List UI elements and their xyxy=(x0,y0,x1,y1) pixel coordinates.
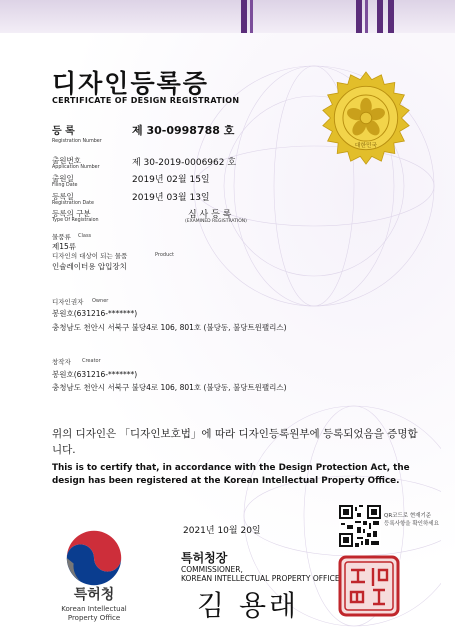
qr-code-icon[interactable] xyxy=(339,505,381,547)
issue-date: 2021년 10월 20일 xyxy=(183,526,261,536)
kipo-logo-icon xyxy=(60,524,128,592)
certification-text-en: This is to certify that, in accordance with the Design Protection Act, the design has been registered at the Korean Intellectual Property Office. xyxy=(52,463,410,486)
signatory-org: 특허청장 xyxy=(181,551,228,565)
stripe xyxy=(377,0,383,33)
class-label: 물품류 xyxy=(52,233,71,241)
decorative-top-band xyxy=(0,0,455,33)
signatory-title-line1: COMMISSIONER, xyxy=(181,565,243,574)
qr-note xyxy=(384,512,444,528)
creator-address: 충청남도 천안시 서북구 불당4로 106, 801호 (불당동, 불당트윈팰리스) xyxy=(52,383,287,392)
document-title: 디자인등록증 xyxy=(52,69,209,98)
registration-type-en: (EXAMINED REGISTRATION) xyxy=(185,219,247,224)
product-value: 인슐레이터용 압입장치 xyxy=(52,262,127,271)
class-value: 제15류 xyxy=(52,242,77,251)
filing-label: 출원일 xyxy=(52,174,74,183)
certification-text-ko: 위의 디자인은 「디자인보호법」에 따라 디자인등록원부에 등록되었음을 증명합니다. xyxy=(52,428,418,456)
product-label: 디자인의 대상이 되는 물품 xyxy=(52,252,128,260)
official-stamp-icon xyxy=(337,554,401,618)
filing-date: 2019년 02월 15일 xyxy=(132,175,210,185)
stripe xyxy=(250,0,253,33)
seal-text: 대한민국 xyxy=(354,142,378,149)
signatory-title-line2: KOREAN INTELLECTUAL PROPERTY OFFICE xyxy=(181,574,340,583)
document-subtitle: CERTIFICATE OF DESIGN REGISTRATION xyxy=(52,96,240,105)
office-name-en-line2: Property Office xyxy=(67,614,121,622)
registration-label-en: Registration Number xyxy=(52,139,102,144)
product-label-en: Product xyxy=(155,252,174,258)
signature: 김 용래 xyxy=(197,589,300,622)
filing-label-en: Filing Date xyxy=(52,183,78,188)
creator-label-en: Creator xyxy=(82,358,101,364)
application-label: 출원번호 xyxy=(52,156,81,165)
stripe xyxy=(356,0,362,33)
reg-type-label-en: Type Of Registraion xyxy=(52,218,99,223)
owner-name: 봉원호(631216-*******) xyxy=(52,309,138,318)
gold-seal-icon xyxy=(318,70,414,166)
owner-label-en: Owner xyxy=(92,298,109,304)
stripe xyxy=(241,0,247,33)
registration-date: 2019년 03월 13일 xyxy=(132,193,210,203)
owner-address: 충청남도 천안시 서북구 불당4로 106, 801호 (불당동, 불당트윈팰리스) xyxy=(52,323,287,332)
creator-label: 창작자 xyxy=(52,358,71,366)
office-name-en xyxy=(52,605,136,623)
office-name-ko: 특허청 xyxy=(73,587,115,603)
registration-type: 심 사 등 록 xyxy=(188,210,232,220)
qr-note-line2: 등록사항을 확인하세요 xyxy=(384,521,439,527)
stripe xyxy=(388,0,394,33)
registration-label: 등 록 xyxy=(52,126,75,137)
reg-date-label: 등록일 xyxy=(52,192,74,201)
registration-number: 제 30-0998788 호 xyxy=(132,124,235,137)
application-label-en: Application Number xyxy=(52,165,100,170)
creator-name: 봉원호(631216-*******) xyxy=(52,370,138,379)
application-number: 제 30-2019-0006962 호 xyxy=(132,158,237,168)
reg-type-label: 등록의 구분 xyxy=(52,209,91,218)
qr-note-line1: QR코드로 현재기준 xyxy=(384,513,432,519)
stripe xyxy=(365,0,368,33)
office-name-en-line1: Korean Intellectual xyxy=(61,605,127,613)
class-label-en: Class xyxy=(78,233,92,239)
reg-date-label-en: Registration Date xyxy=(52,201,94,206)
owner-label: 디자인권자 xyxy=(52,298,84,306)
signatory-title xyxy=(181,565,340,583)
